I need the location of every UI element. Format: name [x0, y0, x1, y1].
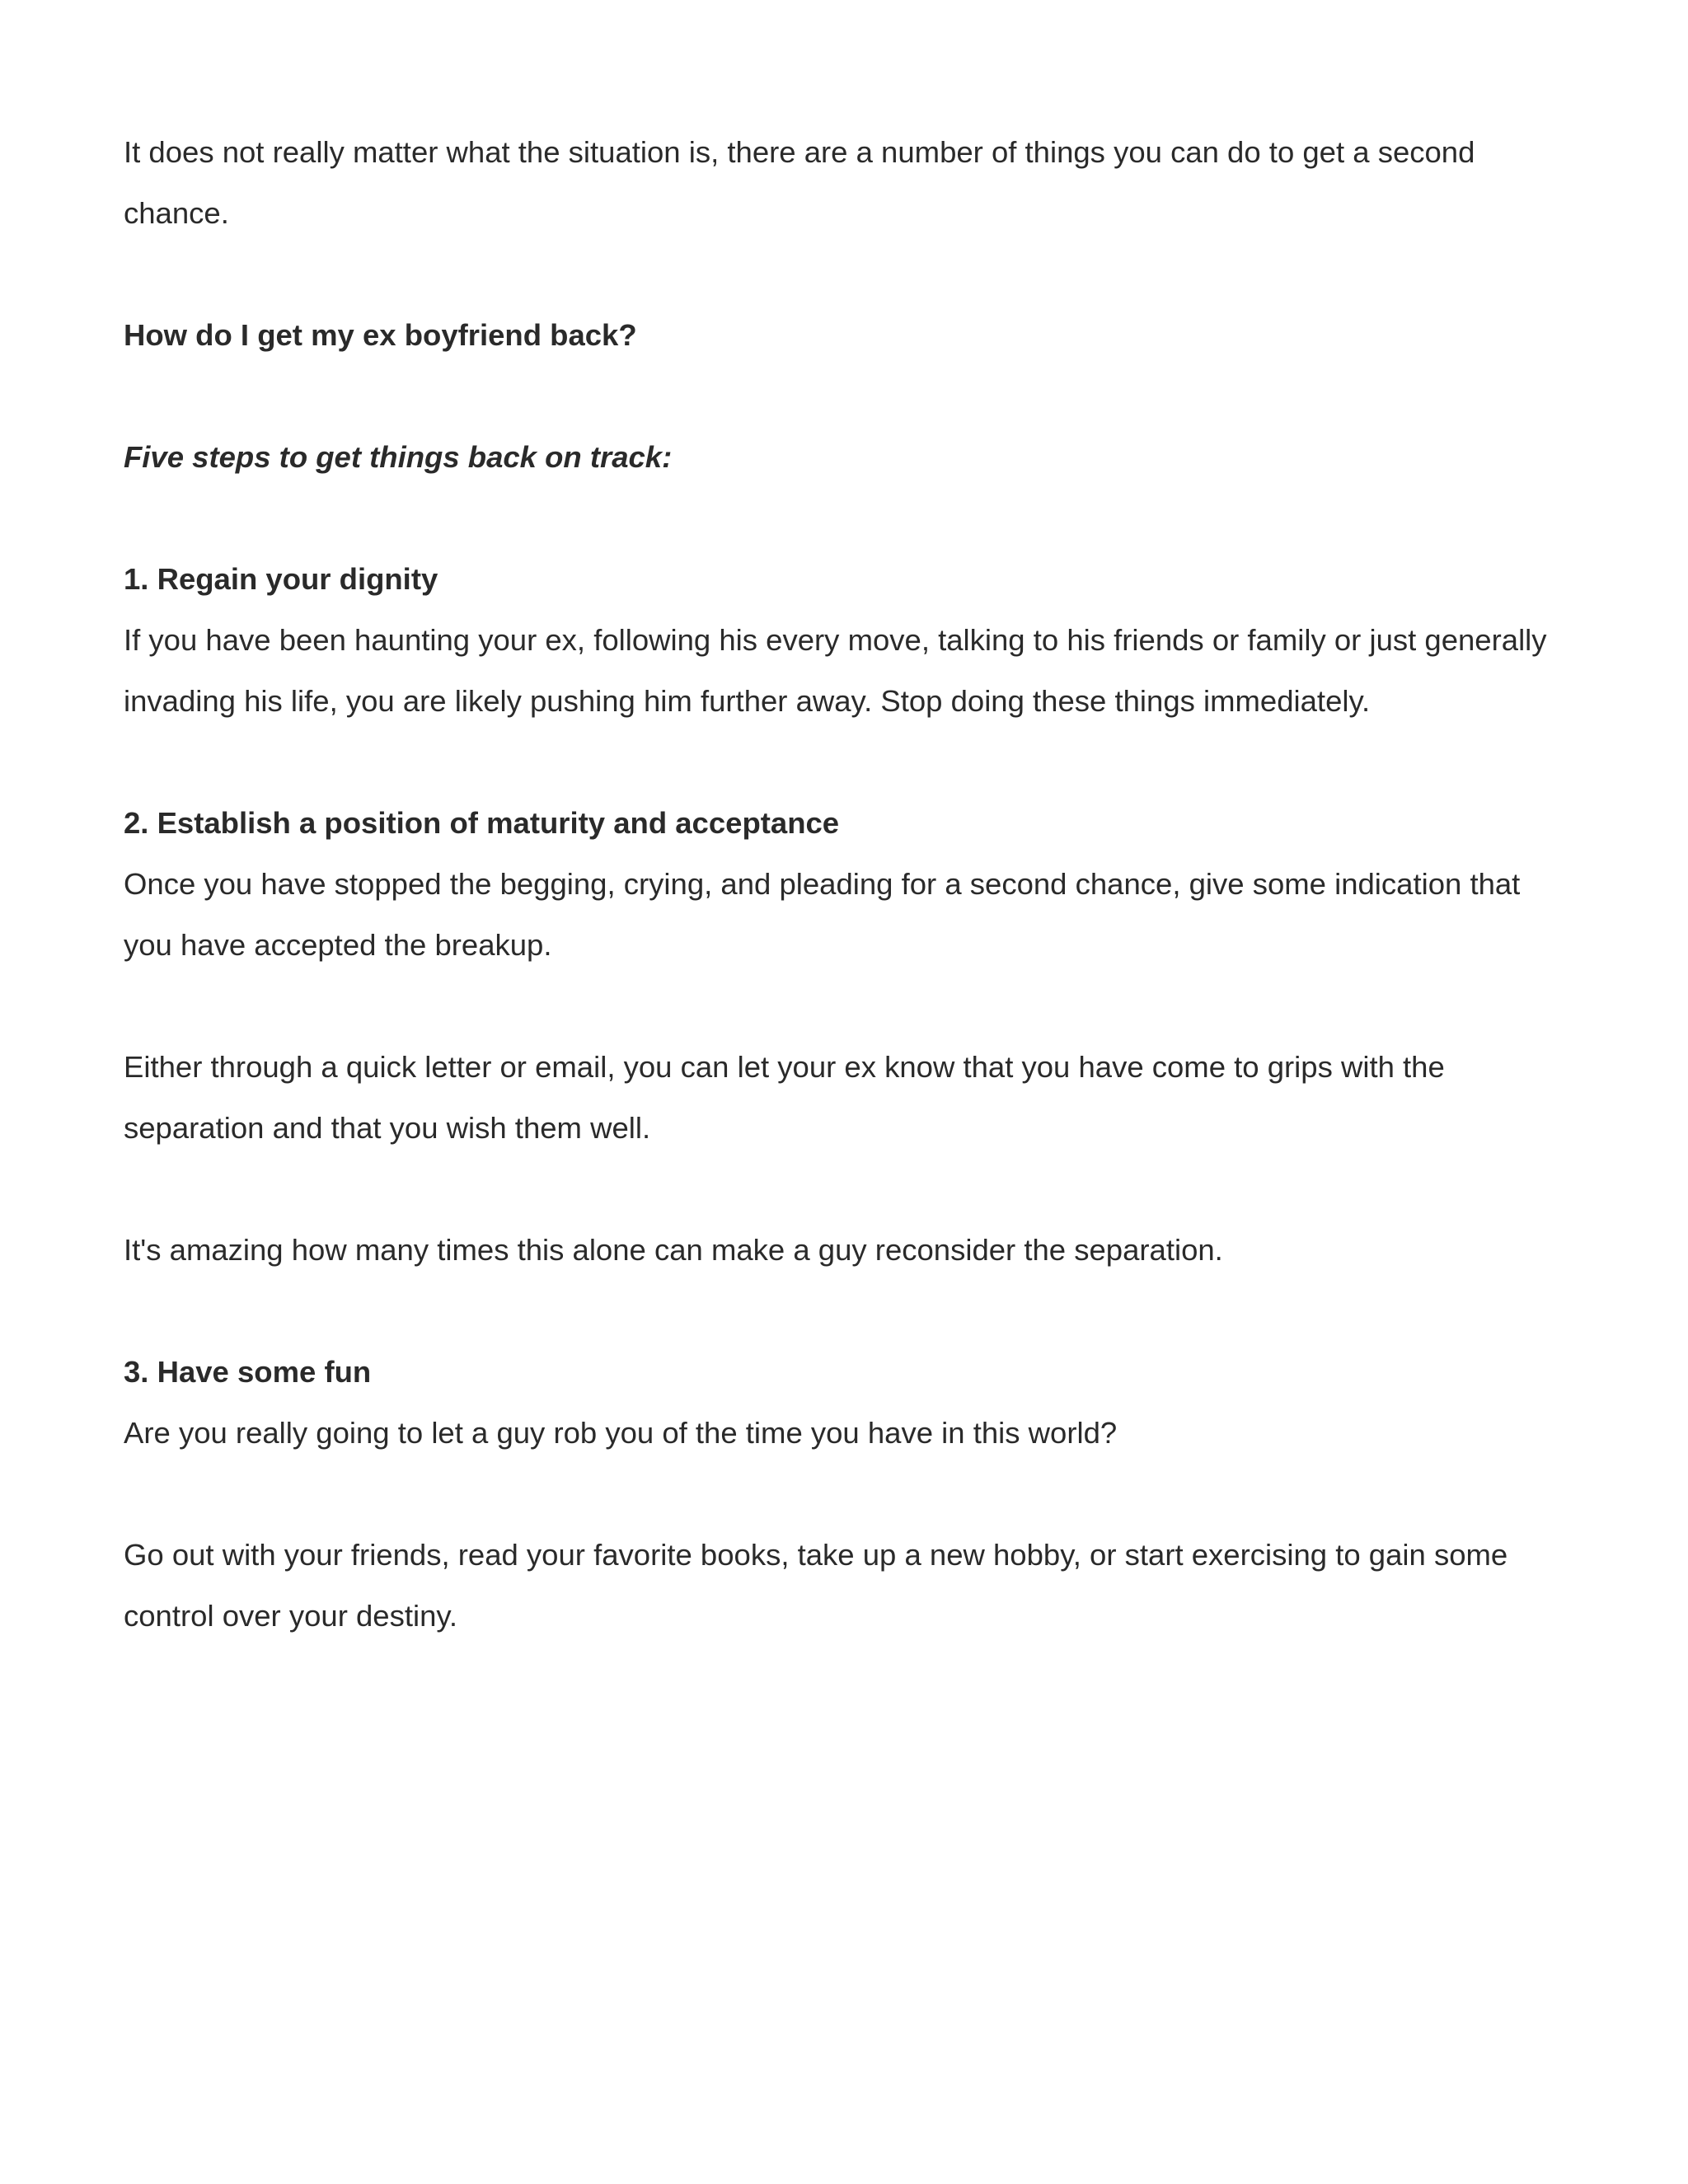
intro-block [124, 122, 1574, 244]
document-body [124, 122, 1574, 1647]
step-title: 2. Establish a position of maturity and acceptance [124, 806, 840, 840]
step-paragraph: Once you have stopped the begging, crying, and pleading for a second chance, give some indication that you have accepted the breakup. [124, 867, 1521, 962]
step-paragraph: It's amazing how many times this alone can make a guy reconsider the separation. [124, 1233, 1223, 1267]
step-paragraph: If you have been haunting your ex, following his every move, talking to his friends or family or just generally invading his life, you are likely pushing him further away. Stop doing these things immediately. [124, 623, 1547, 718]
step-2-paragraph-2 [124, 1037, 1574, 1159]
intro-paragraph: It does not really matter what the situation is, there are a number of things you can do to get a second chance. [124, 135, 1475, 230]
step-2 [124, 793, 1574, 976]
step-title: 1. Regain your dignity [124, 562, 438, 596]
step-paragraph: Go out with your friends, read your favorite books, take up a new hobby, or start exercising to gain some control over your destiny. [124, 1538, 1508, 1633]
step-title: 3. Have some fun [124, 1355, 372, 1389]
question-heading: How do I get my ex boyfriend back? [124, 318, 637, 352]
step-2-paragraph-3 [124, 1220, 1574, 1281]
step-1 [124, 549, 1574, 732]
step-paragraph: Are you really going to let a guy rob you of the time you have in this world? [124, 1416, 1118, 1450]
step-3-paragraph-2 [124, 1525, 1574, 1647]
step-paragraph: Either through a quick letter or email, you can let your ex know that you have come to grips with the separation and that you wish them well. [124, 1050, 1445, 1145]
steps-heading: Five steps to get things back on track: [124, 440, 673, 474]
question-heading-block [124, 305, 1574, 366]
steps-heading-block [124, 427, 1574, 488]
step-3 [124, 1342, 1574, 1464]
